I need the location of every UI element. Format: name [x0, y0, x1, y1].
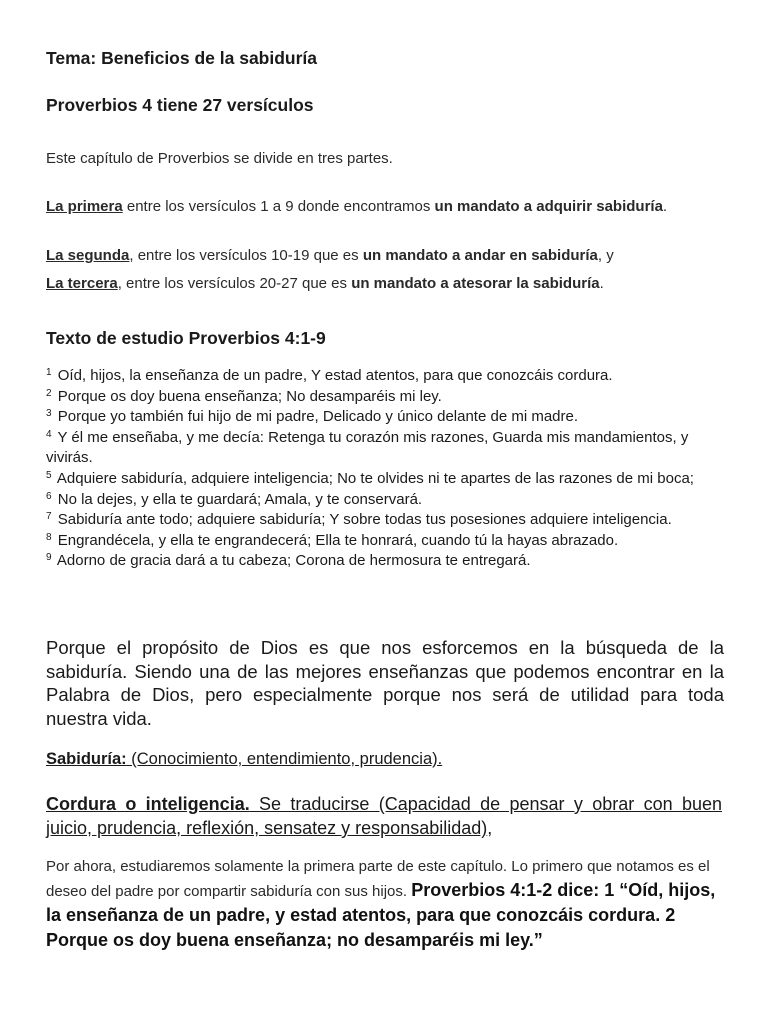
proposito-paragraph: Porque el propósito de Dios es que nos esforcemos en la búsqueda de la sabiduría. Siendo una de las mejores enseñanzas que podemos encontrar en la Palabra de Dios, pero especialmente porque nos será de utilidad para toda nuestra vida. [46, 637, 724, 729]
verse-7 [46, 510, 726, 531]
verse-1 [46, 366, 726, 387]
parte-primera-end: . [662, 198, 668, 215]
final-text: Por ahora, estudiaremos solamente la primera parte de este capítulo. Lo primero que notamos es el deseo del padre por compartir sabiduría con sus hijos. [46, 858, 710, 900]
verse-number: 9 [46, 552, 52, 564]
verse-3 [46, 407, 726, 428]
cordura-end: , [487, 818, 493, 838]
parte-tercera-end: . [599, 275, 604, 292]
verse-text: No la dejes, y ella te guardará; Amala, y te conservará. [53, 490, 423, 508]
verse-number: 2 [46, 387, 52, 399]
verse-text: Porque os doy buena enseñanza; No desamparéis mi ley. [53, 387, 442, 405]
verses-list [46, 366, 726, 572]
parte-tercera-bold: un mandato a atesorar la sabiduría [351, 275, 600, 292]
parte-segunda-bold: un mandato a andar en sabiduría [362, 247, 598, 264]
verse-text: Oíd, hijos, la enseñanza de un padre, Y estad atentos, para que conozcáis cordura. [53, 367, 613, 384]
cordura-label: Cordura o inteligencia. [46, 794, 250, 814]
verse-number: 6 [46, 490, 52, 502]
parte-segunda-text: , entre los versículos 10-19 que es [129, 247, 363, 264]
sabiduria-text: (Conocimiento, entendimiento, prudencia). [126, 750, 443, 768]
verse-number: 4 [46, 428, 52, 440]
verse-number: 5 [46, 469, 52, 481]
verse-number: 7 [46, 511, 52, 523]
texto-estudio-heading: Texto de estudio Proverbios 4:1-9 [46, 328, 326, 348]
verse-4 [46, 428, 726, 469]
verse-text: Engrandécela, y ella te engrandecerá; Ella te honrará, cuando tú la hayas abrazado. [53, 531, 619, 549]
verse-text: Adorno de gracia dará a tu cabeza; Corona de hermosura te entregará. [53, 552, 531, 570]
sabiduria-definition [46, 750, 442, 769]
verse-text: Adquiere sabiduría, adquiere inteligencia; No te olvides ni te apartes de las razones de mi boca; [53, 469, 694, 487]
cordura-definition [46, 792, 722, 840]
intro-text: Este capítulo de Proverbios se divide en tres partes. [46, 150, 393, 167]
subtitulo-heading: Proverbios 4 tiene 27 versículos [46, 95, 314, 115]
verse-2 [46, 387, 726, 408]
verse-5 [46, 469, 726, 490]
parte-tercera-text: , entre los versículos 20-27 que es [117, 275, 352, 292]
verse-number: 3 [46, 408, 52, 420]
parte-segunda-end: , y [597, 247, 614, 264]
verse-number: 8 [46, 531, 52, 543]
verse-text: Sabiduría ante todo; adquiere sabiduría; Y sobre todas tus posesiones adquiere inteligencia. [53, 511, 672, 529]
parte-segunda [46, 246, 614, 266]
verse-number: 1 [46, 367, 52, 378]
parte-primera [46, 197, 726, 217]
verse-text: Porque yo también fui hijo de mi padre, Delicado y único delante de mi madre. [53, 408, 579, 426]
sabiduria-label: Sabiduría: [46, 750, 127, 768]
verse-text: Y él me enseñaba, y me decía: Retenga tu corazón mis razones, Guarda mis mandamientos, y vivirás. [46, 428, 689, 467]
final-bold-quote: Proverbios 4:1-2 dice: 1 “Oíd, hijos, la enseñanza de un padre, y estad atentos, para que conozcáis cordura. 2 Porque os doy buena enseñanza; no desamparéis mi ley.” [46, 880, 716, 950]
final-paragraph [46, 856, 722, 953]
parte-primera-label: La primera [46, 198, 123, 215]
parte-tercera-label: La tercera [46, 275, 118, 292]
parte-tercera [46, 274, 604, 294]
verse-6 [46, 490, 726, 511]
parte-segunda-label: La segunda [46, 247, 130, 264]
tema-heading: Tema: Beneficios de la sabiduría [46, 48, 318, 68]
verse-9 [46, 551, 726, 572]
parte-primera-text: entre los versículos 1 a 9 donde encontramos [122, 198, 435, 215]
cordura-text: Se traducirse (Capacidad de pensar y obrar con buen juicio, prudencia, reflexión, sensatez y responsabilidad) [46, 794, 722, 838]
verse-8 [46, 531, 726, 552]
parte-primera-bold: un mandato a adquirir sabiduría [434, 198, 663, 215]
